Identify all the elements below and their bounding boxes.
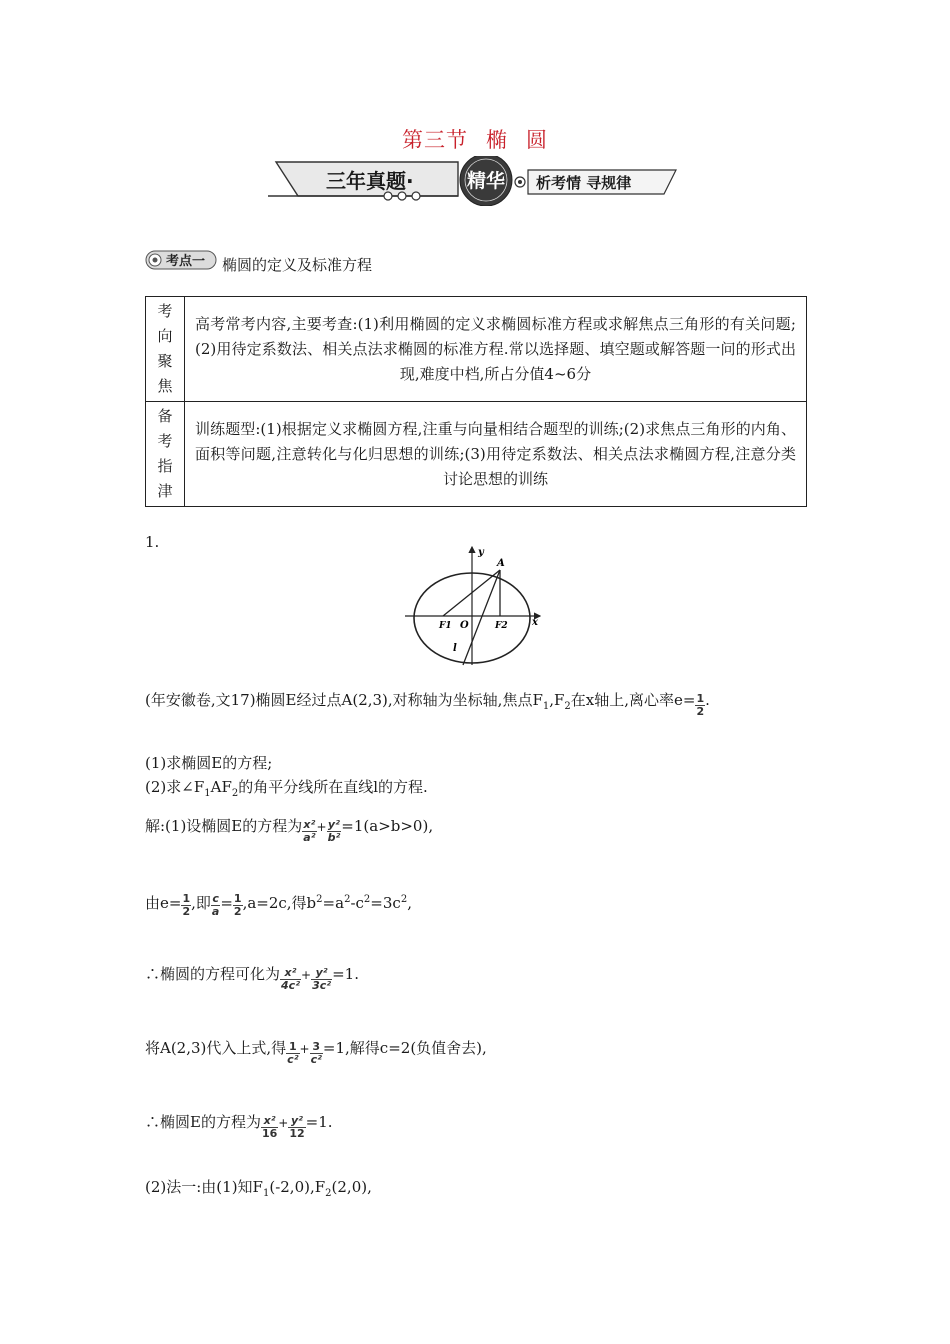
label-f2: F2 — [495, 621, 508, 631]
row-header-char: 考 — [157, 432, 173, 450]
section-title-part: 圆 — [526, 128, 548, 152]
solution-line-5: ∴椭圆E的方程为 $\frac{\text{x²}}{16}$ + $\frac{\text{y²}}{12}$ =1. — [145, 1113, 333, 1140]
question-1: (1)求椭圆E的方程; — [145, 754, 273, 772]
banner-main-text: 三年真题· — [326, 169, 414, 193]
table-row — [146, 297, 807, 402]
subscript: 1 — [542, 701, 550, 712]
row-header-char: 津 — [157, 482, 173, 500]
svg-text:考点一: 考点一 — [166, 254, 206, 269]
kaodian-badge — [145, 250, 217, 270]
fraction-c-a: $\frac{c}{a}$ — [211, 892, 220, 918]
row-header — [146, 402, 185, 507]
solution-line-3: ∴椭圆的方程可化为 $\frac{\text{x²}}{\text{4c²}}$ + $\frac{\text{y²}}{\text{3c²}}$ =1. — [145, 965, 359, 992]
table-row — [146, 402, 807, 507]
statement-text: 在x轴上,离心率e= — [570, 691, 696, 709]
fraction-y2-12: $\frac{\text{y²}}{12}$ — [289, 1114, 305, 1140]
banner-badge-text: 精华 — [466, 170, 506, 192]
row-header — [146, 297, 185, 402]
label-y: y — [478, 547, 484, 558]
label-l: l — [453, 643, 457, 654]
statement-text: . — [705, 691, 710, 709]
row-header-char: 指 — [157, 457, 173, 475]
fraction-x2-16: $\frac{\text{x²}}{16}$ — [261, 1114, 278, 1140]
label-o: O — [460, 620, 469, 631]
focus-table — [145, 296, 807, 507]
subscript: 2 — [564, 701, 571, 712]
fraction-1-c2: $\frac{1}{\text{c²}}$ — [287, 1040, 299, 1066]
fraction-3-c2: $\frac{3}{\text{c²}}$ — [310, 1040, 322, 1066]
fraction-x2-4c2: $\frac{\text{x²}}{\text{4c²}}$ — [281, 966, 301, 992]
fraction: $\frac{1}{2}$ — [233, 892, 242, 918]
statement-text: (年安徽卷,文17)椭圆E经过点A(2,3),对称轴为坐标轴,焦点F — [145, 691, 543, 709]
solution-line-1: 解:(1)设椭圆E的方程为 $\frac{\text{x²}}{\text{a²}}$ + $\frac{\text{y²}}{\text{b²}}$ =1(a>b>0), — [145, 817, 434, 844]
fraction-y2-b2: $\frac{\text{y²}}{\text{b²}}$ — [327, 818, 341, 844]
fraction-x2-a2: $\frac{\text{x²}}{\text{a²}}$ — [303, 818, 316, 844]
statement-text: ,F — [549, 691, 565, 709]
label-x: x — [532, 617, 538, 628]
fraction-y2-3c2: $\frac{\text{y²}}{\text{3c²}}$ — [312, 966, 332, 992]
section-title — [0, 124, 950, 154]
fraction: $\frac{1}{2}$ — [696, 692, 705, 718]
solution-line-4: 将A(2,3)代入上式,得 $\frac{1}{\text{c²}}$ + $\frac{3}{\text{c²}}$ =1,解得c=2(负值舍去), — [145, 1039, 487, 1066]
row-header-char: 备 — [157, 407, 173, 425]
solution-line-2: 由e= $\frac{1}{2}$ ,即 $\frac{c}{a}$ = $\frac{1}{2}$ ,a=2c,得$b^2=a^2-c^2=3c^2$, — [145, 892, 412, 918]
label-f1: F1 — [439, 621, 452, 631]
section-banner — [268, 156, 688, 206]
label-a: A — [497, 558, 505, 569]
problem-number: 1. — [145, 533, 160, 551]
ellipse-figure — [405, 543, 545, 668]
row-text: 高考常考内容,主要考查:(1)利用椭圆的定义求椭圆标准方程或求解焦点三角形的有关问题;(2)用待定系数法、相关点法求椭圆的标准方程.常以选择题、填空题或解答题一问的形式出现,难度中档,所占分值4~6分 — [185, 297, 807, 402]
section-title-part: 椭 — [486, 128, 508, 152]
question-2: (2)求$\angle F_1AF_2$的角平分线所在直线l的方程. — [145, 778, 428, 799]
banner-sub-text: 析考情 寻规律 — [536, 174, 632, 192]
row-header-char: 向 — [157, 327, 173, 345]
kaodian-title: 椭圆的定义及标准方程 — [222, 256, 373, 274]
fraction: $\frac{1}{2}$ — [182, 892, 191, 918]
row-header-char: 焦 — [157, 377, 173, 395]
problem-statement — [145, 689, 710, 718]
solution-line-6: (2)法一:由(1)知$F_1(-2,0),F_2(2,0)$, — [145, 1178, 372, 1199]
row-header-char: 聚 — [157, 352, 173, 370]
section-title-part: 第三节 — [402, 128, 468, 152]
row-text: 训练题型:(1)根据定义求椭圆方程,注重与向量相结合题型的训练;(2)求焦点三角形的内角、面积等问题,注意转化与化归思想的训练;(3)用待定系数法、相关点法求椭圆方程,注意分类讨论思想的训练 — [185, 402, 807, 507]
row-header-char: 考 — [157, 302, 173, 320]
